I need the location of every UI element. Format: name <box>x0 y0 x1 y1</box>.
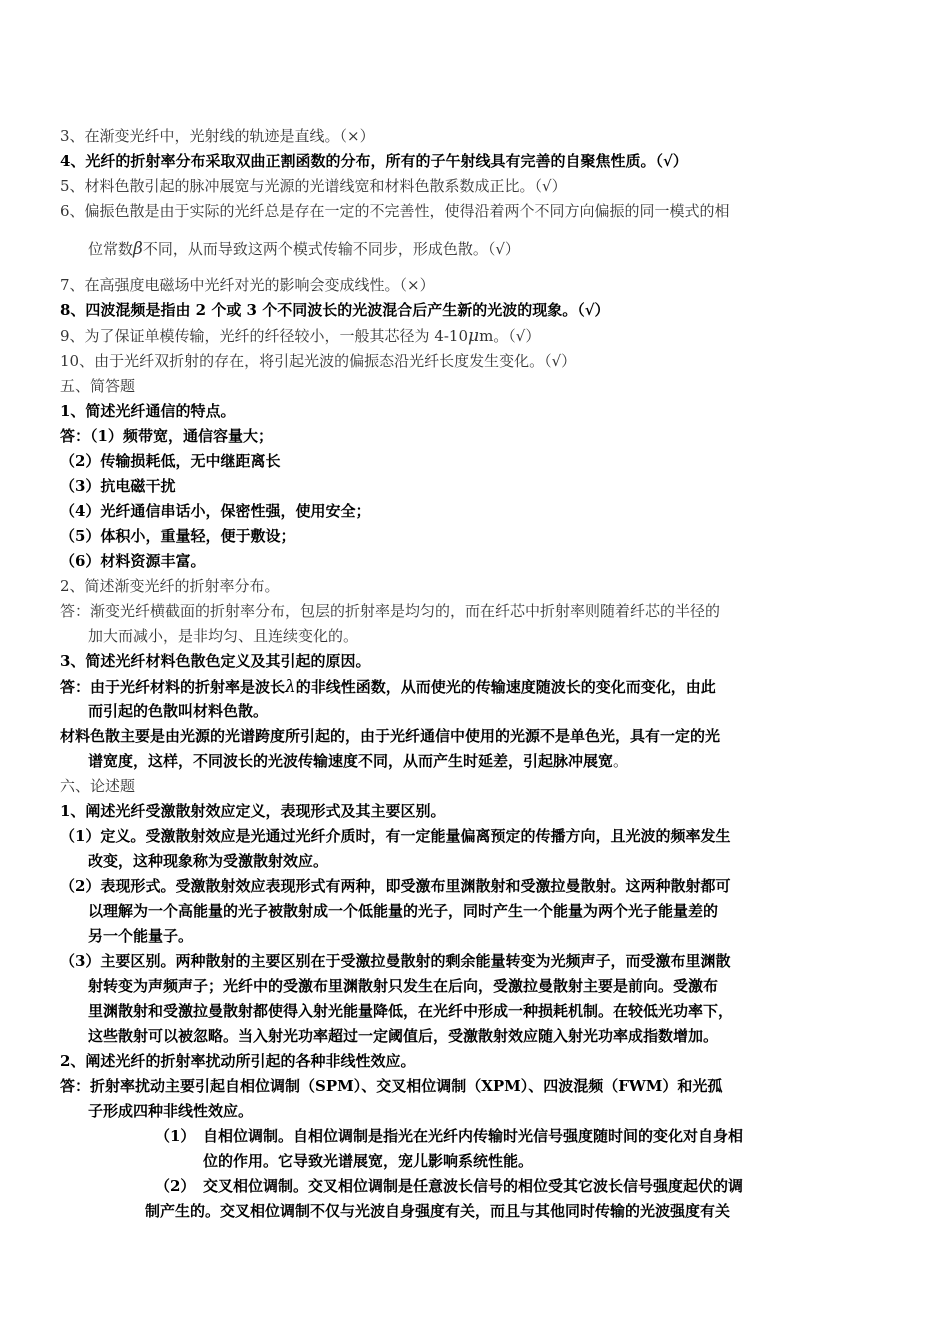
text: 8、四波混频是指由 2 个或 3 个不同波长的光波混合后产生新的光波的现象。（√） <box>60 301 610 319</box>
essay-question-1 <box>60 801 445 821</box>
answer-1-line-1 <box>60 426 273 446</box>
tf-item-5 <box>60 176 567 196</box>
tf-item-6-cont <box>88 236 520 262</box>
text: 位的作用。它导致光谱展宽，宠儿影响系统性能。 <box>203 1152 534 1170</box>
text: 材料色散主要是由光源的光谱跨度所引起的，由于光纤通信中使用的光源不是单色光，具有一定的光 <box>60 727 721 745</box>
text: 里渊散射和受激拉曼散射都使得入射光能量降低，在光纤中形成一种损耗机制。在较低光功率下， <box>88 1002 734 1020</box>
essay-1-line-4 <box>88 901 718 921</box>
text: 射转变为声频声子；光纤中的受激布里渊散射只发生在后向，受激拉曼散射主要是前向。受激布 <box>88 977 719 995</box>
text: 5、材料色散引起的脉冲展宽与光源的光谱线宽和材料色散系数成正比。（√） <box>60 177 567 195</box>
text: （1）定义。受激散射效应是光通过光纤介质时，有一定能量偏离预定的传播方向，且光波的频率发生 <box>60 827 731 845</box>
text: 这些散射可以被忽略。当入射光功率超过一定阈值后，受激散射效应随入射光功率成指数增加。 <box>88 1027 719 1045</box>
answer-1-line-4 <box>60 501 370 521</box>
section-heading-5 <box>60 376 135 396</box>
answer-1-line-6 <box>60 551 205 571</box>
text: （6）材料资源丰富。 <box>60 552 206 570</box>
text: 1、简述光纤通信的特点。 <box>60 402 236 420</box>
text: 2、阐述光纤的折射率扰动所引起的各种非线性效应。 <box>60 1052 416 1070</box>
essay-1-line-8 <box>88 1001 733 1021</box>
lambda-symbol: λ <box>285 677 296 697</box>
text: 10、由于光纤双折射的存在，将引起光波的偏振态沿光纤长度发生变化。（√） <box>60 352 577 370</box>
text: 答：（1）频带宽，通信容量大； <box>60 427 273 445</box>
essay-1-line-5 <box>88 926 193 946</box>
answer-2-line-1 <box>60 601 720 621</box>
answer-1-line-2 <box>60 451 280 471</box>
answer-2-line-2 <box>88 626 358 646</box>
tf-item-3 <box>60 126 375 146</box>
text: （3）抗电磁干扰 <box>60 477 176 495</box>
essay-2-item-2-line-2 <box>145 1201 730 1221</box>
text: （4）光纤通信串话小，保密性强，使用安全； <box>60 502 371 520</box>
text: 子形成四种非线性效应。 <box>88 1102 254 1120</box>
text: （2）表现形式。受激散射效应表现形式有两种，即受激布里渊散射和受激拉曼散射。这两种散射都可 <box>60 877 731 895</box>
text: 3、简述光纤材料色散色定义及其引起的原因。 <box>60 652 371 670</box>
text: m。（√） <box>479 327 541 345</box>
text: 自相位调制。自相位调制是指光在光纤内传输时光信号强度随时间的变化对自身相 <box>203 1127 744 1145</box>
text: 谱宽度，这样，不同波长的光波传输速度不同，从而产生时延差，引起脉冲展宽 <box>88 752 614 770</box>
text: （3）主要区别。两种散射的主要区别在于受激拉曼散射的剩余能量转变为光频声子，而受激布里渊散 <box>60 952 731 970</box>
answer-3-line-4 <box>88 751 628 771</box>
essay-2-item-1-line-1 <box>203 1126 743 1146</box>
text: 而引起的色散叫材料色散。 <box>88 702 269 720</box>
text: 另一个能量子。 <box>88 927 194 945</box>
text: 不同，从而导致这两个模式传输不同步，形成色散。（√） <box>142 240 520 258</box>
text: （1） <box>155 1127 196 1145</box>
essay-1-line-2 <box>88 851 328 871</box>
text: （2） <box>155 1177 196 1195</box>
text: （5）体积小，重量轻，便于敷设； <box>60 527 296 545</box>
essay-2-item-2-label <box>155 1176 195 1196</box>
essay-1-line-6 <box>60 951 730 971</box>
answer-3-line-2 <box>88 701 268 721</box>
answer-1-line-5 <box>60 526 295 546</box>
text: 6、偏振色散是由于实际的光纤总是存在一定的不完善性，使得沿着两个不同方向偏振的同一模式的相 <box>60 202 730 220</box>
text: （2）传输损耗低，无中继距离长 <box>60 452 281 470</box>
answer-3-line-1 <box>60 674 716 700</box>
text: 五、简答题 <box>60 377 136 395</box>
essay-2-line-2 <box>88 1101 253 1121</box>
text: 。 <box>613 752 629 770</box>
text: 2、简述渐变光纤的折射率分布。 <box>60 577 280 595</box>
tf-item-6 <box>60 201 730 221</box>
text: 7、在高强度电磁场中光纤对光的影响会变成线性。（×） <box>60 276 435 294</box>
section-heading-6 <box>60 776 135 796</box>
text: 以理解为一个高能量的光子被散射成一个低能量的光子，同时产生一个能量为两个光子能量差的 <box>88 902 719 920</box>
mu-symbol: μ <box>468 326 480 346</box>
essay-2-item-1-label <box>155 1126 195 1146</box>
text: 加大而减小，是非均匀、且连续变化的。 <box>88 627 359 645</box>
essay-1-line-1 <box>60 826 730 846</box>
question-3 <box>60 651 370 671</box>
essay-2-item-2-line-1 <box>203 1176 743 1196</box>
text: 交叉相位调制。交叉相位调制是任意波长信号的相位受其它波长信号强度起伏的调 <box>203 1177 744 1195</box>
answer-1-line-3 <box>60 476 175 496</box>
tf-item-4 <box>60 151 688 171</box>
text: 1、阐述光纤受激散射效应定义，表现形式及其主要区别。 <box>60 802 446 820</box>
question-2 <box>60 576 280 596</box>
text: 3、在渐变光纤中，光射线的轨迹是直线。（×） <box>60 127 375 145</box>
text: 9、为了保证单模传输，光纤的纤径较小，一般其芯径为 4-10 <box>60 327 469 345</box>
essay-question-2 <box>60 1051 415 1071</box>
text: 答：渐变光纤横截面的折射率分布，包层的折射率是均匀的，而在纤芯中折射率则随着纤芯的半径的 <box>60 602 721 620</box>
text: 制产生的。交叉相位调制不仅与光波自身强度有关，而且与其他同时传输的光波强度有关 <box>145 1202 731 1220</box>
text: 的非线性函数，从而使光的传输速度随波长的变化而变化，由此 <box>295 678 716 696</box>
text: 答：折射率扰动主要引起自相位调制（SPM）、交叉相位调制（XPM）、四波混频（FWM）和光孤 <box>60 1077 723 1095</box>
tf-item-9 <box>60 326 540 346</box>
text: 改变，这种现象称为受激散射效应。 <box>88 852 329 870</box>
essay-1-line-3 <box>60 876 730 896</box>
essay-1-line-7 <box>88 976 718 996</box>
essay-2-line-1 <box>60 1076 722 1096</box>
text: 位常数 <box>88 240 134 258</box>
essay-1-line-9 <box>88 1026 718 1046</box>
text: 六、论述题 <box>60 777 136 795</box>
essay-2-item-1-line-2 <box>203 1151 533 1171</box>
text: 4、光纤的折射率分布采取双曲正割函数的分布，所有的子午射线具有完善的自聚焦性质。（√） <box>60 152 688 170</box>
tf-item-10 <box>60 351 576 371</box>
beta-symbol: β <box>133 239 143 259</box>
text: 答：由于光纤材料的折射率是波长 <box>60 678 286 696</box>
tf-item-8 <box>60 300 610 320</box>
tf-item-7 <box>60 275 435 295</box>
question-1 <box>60 401 235 421</box>
answer-3-line-3 <box>60 726 720 746</box>
